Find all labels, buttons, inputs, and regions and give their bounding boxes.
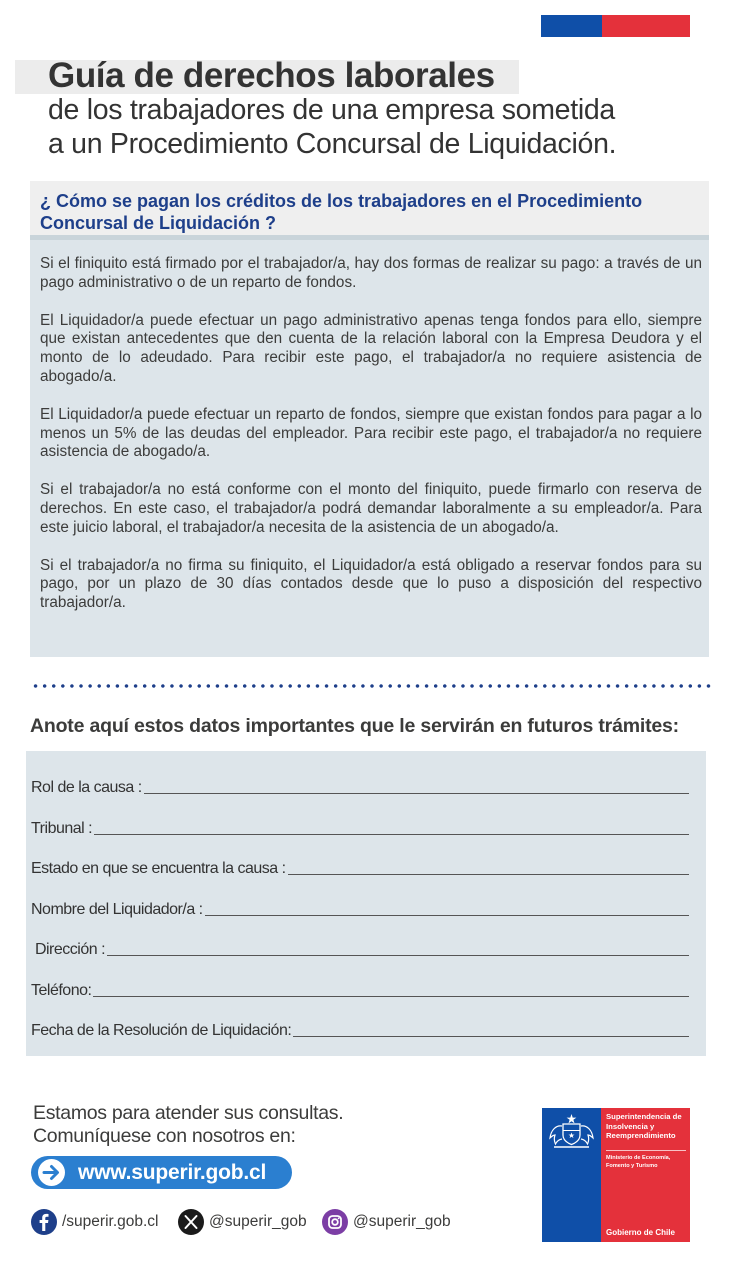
- field-nombre-liquidador[interactable]: [31, 897, 689, 919]
- write-line[interactable]: [94, 834, 689, 835]
- paragraph-3: El Liquidador/a puede efectuar un reparto de fondos, siempre que existan fondos para pagar a lo menos un 5% de las deudas del empleador. Para recibir este pago, el trabajador/a no requiere asistencia de abogado/a.: [40, 405, 702, 461]
- coat-of-arms-icon: [542, 1108, 601, 1152]
- write-line[interactable]: [144, 793, 689, 794]
- x-link[interactable]: [178, 1209, 307, 1235]
- field-label: Estado en que se encuentra la causa :: [31, 860, 286, 877]
- government-logo: [542, 1108, 690, 1242]
- form-title: Anote aquí estos datos importantes que le servirán en futuros trámites:: [30, 715, 679, 737]
- x-icon: [178, 1209, 204, 1235]
- logo-agency-name: Superintendencia de Insolvencia y Reemprendimiento: [606, 1112, 682, 1140]
- paragraph-4: Si el trabajador/a no está conforme con el monto del finiquito, puede firmarlo con reserva de derechos. En este caso, el trabajador/a podrá demandar laboralmente a su empleador/a. Para este juicio laboral, el trabajador/a necesita de la asistencia de un abogado/a.: [40, 481, 702, 536]
- question-section: [30, 181, 709, 657]
- field-estado-causa[interactable]: [31, 856, 689, 878]
- paragraph-5: Si el trabajador/a no firma su finiquito, el Liquidador/a está obligado a reservar fondos para su pago, por un plazo de 30 días contados desde que lo puso a disposición del respectivo trabajador/a.: [40, 556, 702, 612]
- field-rol-causa[interactable]: [31, 775, 689, 797]
- write-line[interactable]: [107, 955, 689, 956]
- page-subtitle-line2: a un Procedimiento Concursal de Liquidación.: [48, 128, 617, 160]
- flag-bar: [541, 15, 690, 37]
- dotted-divider: [31, 683, 711, 689]
- paragraph-1: Si el finiquito está firmado por el trabajador/a, hay dos formas de realizar su pago: a través de un pago administrativo o de un reparto de fondos.: [40, 255, 702, 291]
- instagram-handle: @superir_gob: [353, 1213, 451, 1230]
- facebook-icon: [31, 1209, 57, 1235]
- instagram-icon: [322, 1209, 348, 1235]
- logo-red-panel: [601, 1108, 690, 1242]
- field-label: Nombre del Liquidador/a :: [31, 901, 203, 918]
- question-header: [30, 181, 709, 240]
- field-label: Rol de la causa :: [31, 779, 142, 796]
- facebook-handle: /superir.gob.cl: [62, 1213, 159, 1230]
- write-line[interactable]: [293, 1036, 689, 1037]
- website-link[interactable]: [31, 1156, 292, 1189]
- field-tribunal[interactable]: [31, 816, 689, 838]
- logo-blue-panel: [542, 1108, 601, 1242]
- field-label: Teléfono:: [31, 982, 92, 999]
- instagram-link[interactable]: [322, 1209, 451, 1235]
- arrow-right-icon: [38, 1159, 65, 1186]
- field-label: Tribunal :: [31, 820, 93, 837]
- write-line[interactable]: [288, 874, 689, 875]
- logo-government-name: Gobierno de Chile: [606, 1228, 675, 1237]
- contact-line2: Comuníquese con nosotros en:: [33, 1125, 296, 1147]
- field-fecha-resolucion[interactable]: [31, 1018, 689, 1040]
- write-line[interactable]: [93, 996, 689, 997]
- field-telefono[interactable]: [31, 978, 689, 1000]
- write-line[interactable]: [205, 915, 689, 916]
- contact-line1: Estamos para atender sus consultas.: [33, 1102, 344, 1124]
- facebook-link[interactable]: [31, 1209, 159, 1235]
- flag-blue-stripe: [541, 15, 602, 37]
- field-direccion[interactable]: [31, 937, 689, 959]
- question-heading: ¿ Cómo se pagan los créditos de los trabajadores en el Procedimiento Concursal de Liquidación ?: [40, 191, 643, 233]
- logo-divider: [606, 1150, 686, 1151]
- website-url: www.superir.gob.cl: [78, 1161, 267, 1184]
- page-title: Guía de derechos laborales: [48, 56, 495, 95]
- x-handle: @superir_gob: [209, 1213, 307, 1230]
- logo-ministry-name: Ministerio de Economía, Fomento y Turismo: [606, 1155, 671, 1169]
- question-body: [40, 255, 702, 632]
- page-subtitle-line1: de los trabajadores de una empresa sometida: [48, 94, 615, 126]
- data-form: [26, 751, 706, 1056]
- field-label: Dirección :: [31, 941, 106, 958]
- field-label: Fecha de la Resolución de Liquidación:: [31, 1022, 292, 1039]
- paragraph-2: El Liquidador/a puede efectuar un pago administrativo apenas tenga fondos para ello, siempre que existan antecedentes que den cuenta de la relación laboral con la Empresa Deudora y el monto de lo adeudado. Para recibir este pago, el trabajador/a no requiere asistencia de abogado/a.: [40, 311, 702, 385]
- flag-red-stripe: [602, 15, 690, 37]
